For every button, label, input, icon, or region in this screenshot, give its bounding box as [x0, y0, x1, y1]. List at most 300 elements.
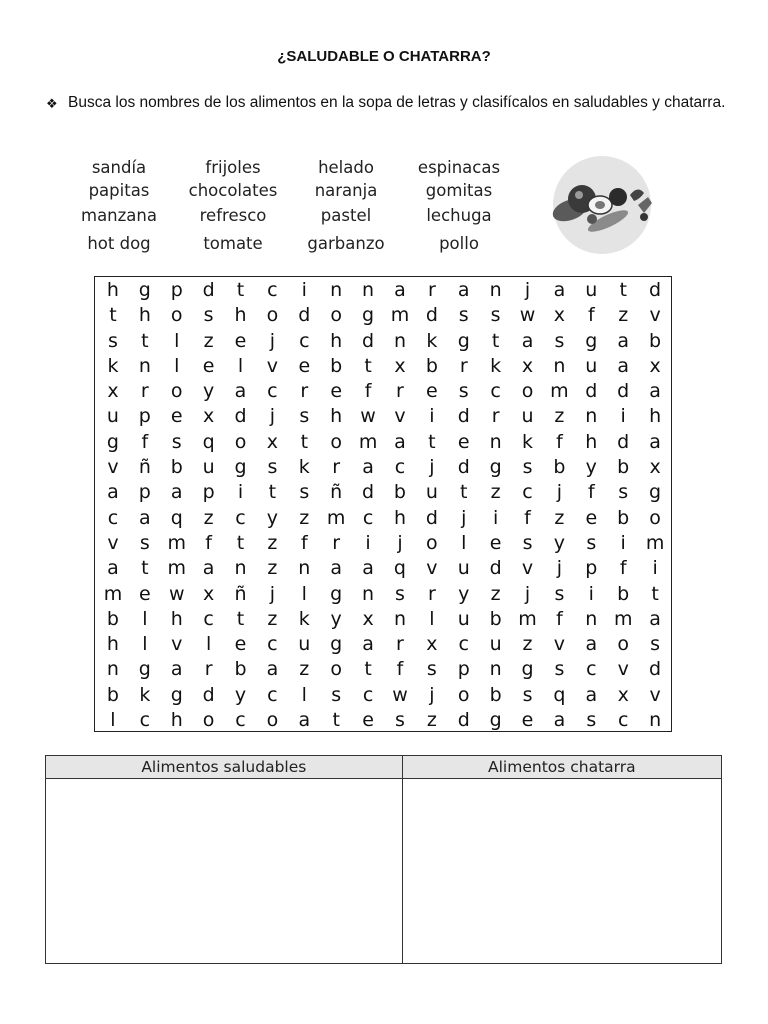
- grid-letter[interactable]: e: [138, 582, 151, 605]
- grid-letter[interactable]: a: [170, 481, 183, 504]
- grid-letter[interactable]: x: [649, 456, 661, 479]
- grid-letter[interactable]: l: [174, 354, 180, 377]
- grid-letter[interactable]: h: [138, 304, 151, 327]
- grid-letter[interactable]: p: [138, 405, 151, 428]
- grid-letter[interactable]: r: [300, 380, 309, 403]
- grid-letter[interactable]: z: [554, 405, 565, 428]
- grid-letter[interactable]: a: [107, 481, 119, 504]
- grid-letter[interactable]: k: [298, 456, 310, 479]
- grid-letter[interactable]: e: [330, 380, 343, 403]
- grid-letter[interactable]: t: [300, 430, 309, 453]
- grid-letter[interactable]: u: [585, 279, 598, 301]
- grid-letter[interactable]: y: [553, 531, 566, 554]
- grid-letter[interactable]: l: [461, 531, 467, 554]
- grid-letter[interactable]: d: [489, 557, 502, 580]
- grid-letter[interactable]: q: [393, 557, 406, 580]
- grid-letter[interactable]: v: [426, 557, 438, 580]
- grid-letter[interactable]: n: [393, 329, 406, 352]
- grid-letter[interactable]: k: [522, 430, 534, 453]
- grid-letter[interactable]: p: [170, 279, 183, 301]
- grid-letter[interactable]: s: [203, 304, 214, 327]
- grid-letter[interactable]: r: [427, 279, 436, 301]
- grid-letter[interactable]: o: [521, 380, 534, 403]
- grid-letter[interactable]: v: [266, 354, 279, 377]
- grid-letter[interactable]: a: [394, 430, 406, 453]
- grid-letter[interactable]: d: [362, 329, 375, 352]
- grid-letter[interactable]: j: [269, 329, 276, 352]
- grid-letter[interactable]: d: [362, 481, 375, 504]
- grid-letter[interactable]: a: [649, 380, 661, 403]
- grid-letter[interactable]: n: [585, 405, 598, 428]
- grid-letter[interactable]: s: [331, 683, 342, 706]
- grid-letter[interactable]: b: [649, 329, 662, 352]
- grid-letter[interactable]: s: [618, 481, 629, 504]
- grid-letter[interactable]: e: [202, 354, 215, 377]
- grid-letter[interactable]: z: [299, 658, 310, 681]
- grid-letter[interactable]: m: [358, 430, 378, 453]
- grid-letter[interactable]: n: [330, 279, 343, 301]
- grid-letter[interactable]: t: [236, 531, 245, 554]
- grid-letter[interactable]: m: [326, 506, 346, 529]
- grid-letter[interactable]: t: [364, 354, 372, 377]
- grid-letter[interactable]: b: [393, 481, 406, 504]
- grid-letter[interactable]: a: [649, 607, 661, 630]
- grid-letter[interactable]: o: [617, 633, 629, 656]
- grid-letter[interactable]: v: [107, 456, 119, 479]
- grid-letter[interactable]: k: [107, 354, 119, 377]
- grid-letter[interactable]: p: [138, 481, 151, 504]
- grid-letter[interactable]: o: [266, 709, 279, 732]
- grid-letter[interactable]: v: [649, 304, 661, 327]
- healthy-foods-cell[interactable]: [46, 779, 403, 964]
- grid-letter[interactable]: j: [556, 557, 563, 580]
- grid-letter[interactable]: k: [426, 329, 438, 352]
- grid-letter[interactable]: q: [170, 506, 183, 529]
- grid-letter[interactable]: c: [267, 633, 278, 656]
- grid-letter[interactable]: i: [620, 405, 626, 428]
- grid-letter[interactable]: i: [429, 405, 435, 428]
- grid-letter[interactable]: s: [299, 405, 310, 428]
- grid-letter[interactable]: x: [521, 354, 534, 377]
- grid-letter[interactable]: r: [396, 380, 404, 403]
- grid-letter[interactable]: j: [429, 456, 435, 479]
- grid-letter[interactable]: c: [490, 380, 501, 403]
- grid-letter[interactable]: w: [519, 304, 536, 327]
- grid-letter[interactable]: n: [553, 354, 566, 377]
- grid-letter[interactable]: d: [585, 380, 598, 403]
- grid-letter[interactable]: a: [457, 279, 470, 301]
- grid-letter[interactable]: z: [554, 506, 565, 529]
- grid-letter[interactable]: o: [330, 658, 342, 681]
- grid-letter[interactable]: p: [457, 658, 470, 681]
- grid-letter[interactable]: a: [553, 279, 566, 301]
- grid-letter[interactable]: x: [362, 607, 374, 630]
- grid-letter[interactable]: o: [170, 380, 183, 403]
- grid-letter[interactable]: g: [138, 279, 151, 301]
- grid-letter[interactable]: s: [650, 633, 661, 656]
- grid-letter[interactable]: b: [170, 456, 183, 479]
- grid-letter[interactable]: i: [652, 557, 658, 580]
- grid-letter[interactable]: x: [649, 354, 661, 377]
- grid-letter[interactable]: y: [585, 456, 597, 479]
- grid-letter[interactable]: z: [618, 304, 629, 327]
- grid-letter[interactable]: z: [490, 481, 501, 504]
- grid-letter[interactable]: ñ: [234, 582, 247, 605]
- grid-letter[interactable]: t: [651, 582, 659, 605]
- grid-letter[interactable]: m: [103, 582, 123, 605]
- grid-letter[interactable]: u: [585, 354, 598, 377]
- grid-letter[interactable]: v: [649, 683, 661, 706]
- grid-letter[interactable]: b: [617, 582, 630, 605]
- grid-letter[interactable]: s: [490, 304, 501, 327]
- grid-letter[interactable]: f: [364, 380, 372, 403]
- grid-letter[interactable]: w: [392, 683, 408, 706]
- grid-letter[interactable]: z: [267, 531, 278, 554]
- grid-letter[interactable]: z: [203, 329, 214, 352]
- grid-letter[interactable]: s: [299, 481, 310, 504]
- grid-letter[interactable]: b: [234, 658, 247, 681]
- grid-letter[interactable]: u: [298, 633, 311, 656]
- grid-letter[interactable]: y: [234, 683, 247, 706]
- grid-letter[interactable]: g: [585, 329, 598, 352]
- grid-letter[interactable]: r: [491, 405, 500, 428]
- grid-letter[interactable]: n: [298, 557, 311, 580]
- grid-letter[interactable]: l: [174, 329, 180, 352]
- grid-letter[interactable]: h: [330, 329, 343, 352]
- grid-letter[interactable]: n: [393, 607, 406, 630]
- grid-letter[interactable]: s: [458, 380, 469, 403]
- grid-letter[interactable]: a: [107, 557, 119, 580]
- grid-letter[interactable]: s: [458, 304, 469, 327]
- grid-letter[interactable]: z: [203, 506, 214, 529]
- grid-letter[interactable]: m: [518, 607, 537, 630]
- grid-letter[interactable]: l: [301, 582, 307, 605]
- grid-letter[interactable]: d: [425, 506, 438, 529]
- grid-letter[interactable]: a: [521, 329, 534, 352]
- grid-letter[interactable]: h: [649, 405, 662, 428]
- grid-letter[interactable]: g: [489, 709, 502, 732]
- grid-letter[interactable]: x: [202, 405, 215, 428]
- grid-letter[interactable]: v: [107, 531, 119, 554]
- grid-letter[interactable]: o: [202, 709, 215, 732]
- grid-letter[interactable]: p: [202, 481, 215, 504]
- grid-letter[interactable]: d: [457, 456, 470, 479]
- grid-letter[interactable]: a: [202, 557, 215, 580]
- grid-letter[interactable]: x: [617, 683, 629, 706]
- grid-letter[interactable]: n: [585, 607, 598, 630]
- grid-letter[interactable]: l: [429, 607, 435, 630]
- grid-letter[interactable]: c: [107, 506, 119, 529]
- grid-letter[interactable]: i: [620, 531, 626, 554]
- grid-letter[interactable]: s: [586, 709, 597, 732]
- grid-letter[interactable]: u: [457, 607, 470, 630]
- grid-letter[interactable]: u: [425, 481, 438, 504]
- junk-foods-cell[interactable]: [402, 779, 721, 964]
- grid-letter[interactable]: f: [619, 557, 627, 580]
- grid-letter[interactable]: j: [461, 506, 467, 529]
- grid-letter[interactable]: n: [106, 658, 119, 681]
- grid-letter[interactable]: a: [266, 658, 279, 681]
- grid-letter[interactable]: r: [332, 456, 341, 479]
- grid-letter[interactable]: a: [585, 633, 598, 656]
- grid-letter[interactable]: d: [425, 304, 438, 327]
- grid-letter[interactable]: g: [234, 456, 247, 479]
- grid-letter[interactable]: a: [362, 633, 374, 656]
- grid-letter[interactable]: v: [171, 633, 183, 656]
- grid-letter[interactable]: h: [585, 430, 598, 453]
- grid-letter[interactable]: s: [171, 430, 182, 453]
- grid-letter[interactable]: o: [649, 506, 661, 529]
- grid-letter[interactable]: t: [141, 557, 149, 580]
- grid-letter[interactable]: c: [267, 279, 278, 301]
- grid-letter[interactable]: s: [586, 531, 597, 554]
- grid-letter[interactable]: l: [142, 607, 148, 630]
- grid-letter[interactable]: c: [394, 456, 406, 479]
- grid-letter[interactable]: a: [330, 557, 342, 580]
- grid-letter[interactable]: g: [489, 456, 502, 479]
- grid-letter[interactable]: u: [202, 456, 215, 479]
- grid-letter[interactable]: c: [586, 658, 597, 681]
- grid-letter[interactable]: f: [587, 304, 595, 327]
- grid-letter[interactable]: y: [202, 380, 215, 403]
- grid-letter[interactable]: s: [522, 456, 533, 479]
- grid-letter[interactable]: b: [425, 354, 438, 377]
- grid-letter[interactable]: r: [332, 531, 341, 554]
- grid-letter[interactable]: i: [492, 506, 499, 529]
- grid-letter[interactable]: g: [330, 633, 343, 656]
- grid-letter[interactable]: e: [521, 709, 534, 732]
- grid-letter[interactable]: r: [427, 582, 436, 605]
- grid-letter[interactable]: a: [394, 279, 406, 301]
- grid-letter[interactable]: c: [235, 709, 246, 732]
- grid-letter[interactable]: t: [428, 430, 436, 453]
- grid-letter[interactable]: d: [617, 380, 630, 403]
- grid-letter[interactable]: y: [266, 506, 279, 529]
- grid-letter[interactable]: t: [268, 481, 277, 504]
- grid-letter[interactable]: e: [585, 506, 598, 529]
- grid-letter[interactable]: p: [585, 557, 598, 580]
- grid-letter[interactable]: o: [170, 304, 183, 327]
- grid-letter[interactable]: a: [234, 380, 247, 403]
- grid-letter[interactable]: o: [266, 304, 279, 327]
- grid-letter[interactable]: z: [490, 582, 501, 605]
- grid-letter[interactable]: x: [553, 304, 566, 327]
- grid-letter[interactable]: n: [234, 557, 247, 580]
- grid-letter[interactable]: h: [106, 633, 119, 656]
- grid-letter[interactable]: z: [522, 633, 533, 656]
- grid-letter[interactable]: r: [204, 658, 213, 681]
- grid-letter[interactable]: u: [521, 405, 534, 428]
- grid-letter[interactable]: v: [394, 405, 406, 428]
- grid-letter[interactable]: j: [269, 582, 276, 605]
- grid-letter[interactable]: h: [234, 304, 247, 327]
- grid-letter[interactable]: l: [237, 354, 244, 377]
- grid-letter[interactable]: a: [139, 506, 151, 529]
- grid-letter[interactable]: g: [649, 481, 662, 504]
- grid-letter[interactable]: n: [649, 709, 662, 732]
- grid-letter[interactable]: c: [522, 481, 533, 504]
- grid-letter[interactable]: c: [299, 329, 310, 352]
- grid-letter[interactable]: b: [553, 456, 566, 479]
- grid-letter[interactable]: n: [362, 279, 375, 301]
- grid-letter[interactable]: e: [426, 380, 438, 403]
- grid-letter[interactable]: s: [267, 456, 278, 479]
- grid-letter[interactable]: a: [617, 329, 630, 352]
- grid-letter[interactable]: g: [170, 683, 183, 706]
- grid-letter[interactable]: j: [524, 279, 531, 301]
- grid-letter[interactable]: i: [301, 279, 307, 301]
- grid-letter[interactable]: a: [170, 658, 183, 681]
- grid-letter[interactable]: k: [139, 683, 151, 706]
- grid-letter[interactable]: h: [170, 607, 183, 630]
- grid-letter[interactable]: s: [139, 531, 150, 554]
- grid-letter[interactable]: c: [235, 506, 246, 529]
- grid-letter[interactable]: n: [138, 354, 151, 377]
- grid-letter[interactable]: b: [106, 607, 119, 630]
- grid-letter[interactable]: l: [301, 683, 307, 706]
- grid-letter[interactable]: z: [299, 506, 310, 529]
- grid-letter[interactable]: e: [234, 633, 247, 656]
- grid-letter[interactable]: a: [362, 557, 374, 580]
- grid-letter[interactable]: l: [110, 709, 116, 732]
- grid-letter[interactable]: v: [553, 633, 566, 656]
- grid-letter[interactable]: g: [330, 582, 343, 605]
- grid-letter[interactable]: o: [234, 430, 247, 453]
- grid-letter[interactable]: a: [617, 354, 630, 377]
- grid-letter[interactable]: j: [397, 531, 403, 554]
- grid-letter[interactable]: o: [426, 531, 438, 554]
- grid-letter[interactable]: e: [362, 709, 374, 732]
- grid-letter[interactable]: w: [360, 405, 376, 428]
- grid-letter[interactable]: g: [362, 304, 375, 327]
- grid-letter[interactable]: t: [236, 279, 245, 301]
- grid-letter[interactable]: ñ: [138, 456, 151, 479]
- grid-letter[interactable]: x: [426, 633, 438, 656]
- grid-letter[interactable]: o: [330, 430, 342, 453]
- grid-letter[interactable]: b: [489, 683, 502, 706]
- grid-letter[interactable]: x: [394, 354, 406, 377]
- grid-letter[interactable]: m: [550, 380, 569, 403]
- grid-letter[interactable]: m: [167, 557, 186, 580]
- grid-letter[interactable]: s: [522, 531, 533, 554]
- grid-letter[interactable]: g: [457, 329, 470, 352]
- grid-letter[interactable]: a: [298, 709, 311, 732]
- grid-letter[interactable]: b: [489, 607, 502, 630]
- grid-letter[interactable]: r: [396, 633, 404, 656]
- grid-letter[interactable]: i: [588, 582, 594, 605]
- grid-letter[interactable]: j: [524, 582, 531, 605]
- grid-letter[interactable]: i: [365, 531, 371, 554]
- grid-letter[interactable]: j: [556, 481, 563, 504]
- grid-letter[interactable]: v: [617, 658, 629, 681]
- grid-letter[interactable]: y: [458, 582, 470, 605]
- grid-letter[interactable]: n: [489, 658, 502, 681]
- grid-letter[interactable]: e: [234, 329, 247, 352]
- grid-letter[interactable]: f: [556, 430, 563, 453]
- grid-letter[interactable]: c: [362, 506, 374, 529]
- grid-letter[interactable]: u: [106, 405, 119, 428]
- grid-letter[interactable]: o: [457, 683, 470, 706]
- grid-letter[interactable]: d: [617, 430, 630, 453]
- grid-letter[interactable]: c: [139, 709, 151, 732]
- grid-letter[interactable]: m: [613, 607, 633, 630]
- grid-letter[interactable]: z: [267, 557, 278, 580]
- grid-letter[interactable]: a: [553, 709, 566, 732]
- grid-letter[interactable]: s: [554, 582, 565, 605]
- grid-letter[interactable]: t: [619, 279, 627, 301]
- grid-letter[interactable]: t: [236, 607, 245, 630]
- grid-letter[interactable]: g: [521, 658, 534, 681]
- grid-letter[interactable]: b: [617, 506, 630, 529]
- grid-letter[interactable]: c: [617, 709, 629, 732]
- grid-letter[interactable]: l: [205, 633, 212, 656]
- grid-letter[interactable]: c: [203, 607, 214, 630]
- grid-letter[interactable]: s: [554, 658, 565, 681]
- grid-letter[interactable]: f: [396, 658, 404, 681]
- grid-letter[interactable]: q: [202, 430, 215, 453]
- grid-letter[interactable]: n: [362, 582, 375, 605]
- grid-letter[interactable]: h: [330, 405, 343, 428]
- grid-letter[interactable]: f: [556, 607, 563, 630]
- grid-letter[interactable]: f: [300, 531, 308, 554]
- grid-letter[interactable]: k: [298, 607, 310, 630]
- grid-letter[interactable]: f: [524, 506, 531, 529]
- grid-letter[interactable]: v: [521, 557, 534, 580]
- grid-letter[interactable]: m: [645, 531, 665, 554]
- grid-letter[interactable]: e: [298, 354, 311, 377]
- grid-letter[interactable]: g: [106, 430, 119, 453]
- grid-letter[interactable]: x: [266, 430, 279, 453]
- grid-letter[interactable]: g: [138, 658, 151, 681]
- grid-letter[interactable]: z: [267, 607, 278, 630]
- grid-letter[interactable]: d: [457, 405, 470, 428]
- grid-letter[interactable]: b: [106, 683, 119, 706]
- grid-letter[interactable]: d: [234, 405, 247, 428]
- grid-letter[interactable]: e: [170, 405, 183, 428]
- grid-letter[interactable]: w: [168, 582, 185, 605]
- grid-letter[interactable]: u: [489, 633, 502, 656]
- grid-letter[interactable]: s: [395, 582, 405, 605]
- grid-letter[interactable]: d: [649, 658, 662, 681]
- grid-letter[interactable]: e: [457, 430, 470, 453]
- grid-letter[interactable]: t: [460, 481, 468, 504]
- grid-letter[interactable]: d: [298, 304, 311, 327]
- grid-letter[interactable]: d: [202, 279, 215, 301]
- grid-letter[interactable]: t: [491, 329, 500, 352]
- grid-letter[interactable]: e: [489, 531, 502, 554]
- grid-letter[interactable]: b: [330, 354, 343, 377]
- grid-letter[interactable]: n: [489, 430, 502, 453]
- grid-letter[interactable]: d: [457, 709, 470, 732]
- grid-letter[interactable]: m: [167, 531, 186, 554]
- grid-letter[interactable]: z: [426, 709, 437, 732]
- grid-letter[interactable]: c: [267, 380, 278, 403]
- grid-letter[interactable]: y: [330, 607, 342, 630]
- grid-letter[interactable]: c: [362, 683, 374, 706]
- grid-letter[interactable]: x: [202, 582, 215, 605]
- grid-letter[interactable]: m: [390, 304, 410, 327]
- grid-letter[interactable]: s: [522, 683, 533, 706]
- grid-letter[interactable]: a: [649, 430, 661, 453]
- grid-letter[interactable]: s: [107, 329, 118, 352]
- grid-letter[interactable]: a: [585, 683, 598, 706]
- grid-letter[interactable]: f: [587, 481, 595, 504]
- grid-letter[interactable]: h: [170, 709, 183, 732]
- grid-letter[interactable]: c: [267, 683, 278, 706]
- grid-letter[interactable]: s: [426, 658, 437, 681]
- grid-letter[interactable]: i: [237, 481, 244, 504]
- grid-letter[interactable]: a: [362, 456, 374, 479]
